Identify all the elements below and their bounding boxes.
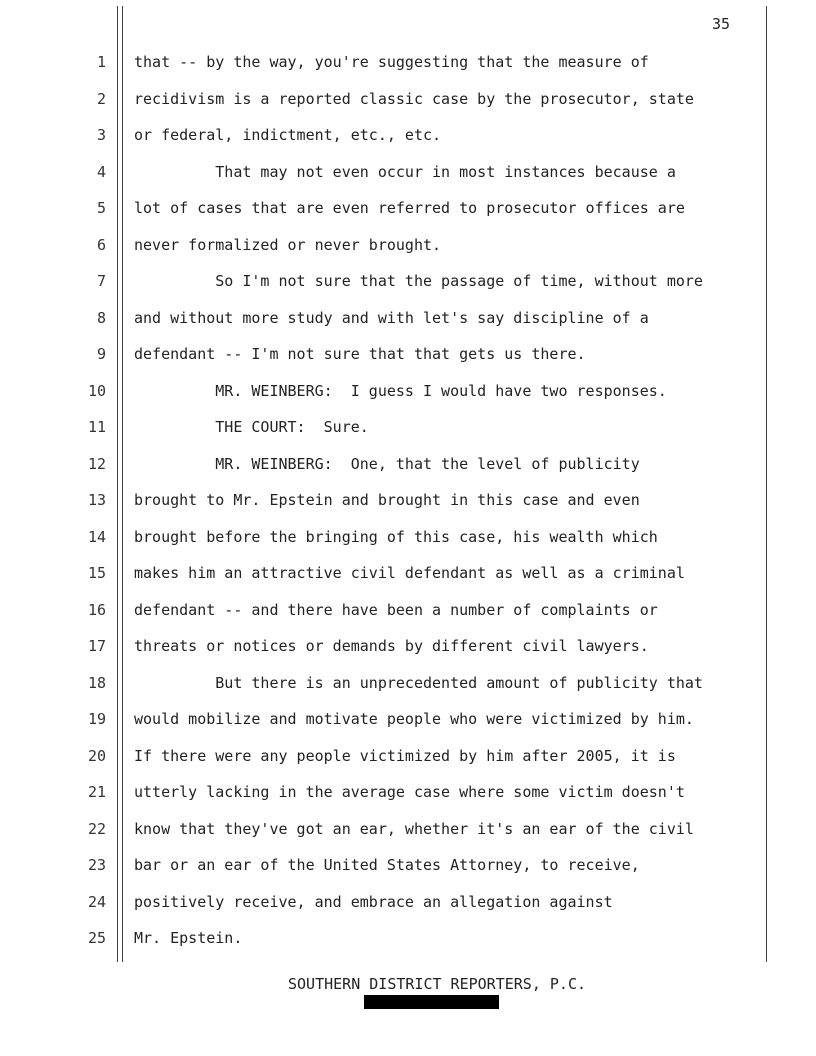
transcript-line — [0, 198, 816, 218]
line-text: bar or an ear of the United States Attorney, to receive, — [134, 856, 640, 874]
transcript-line — [0, 490, 816, 510]
line-text: If there were any people victimized by him after 2005, it is — [134, 747, 676, 765]
transcript-line — [0, 819, 816, 839]
line-number: 1 — [96, 53, 106, 71]
line-text: But there is an unprecedented amount of publicity that — [134, 674, 703, 692]
transcript-line — [0, 89, 816, 109]
line-number: 17 — [87, 637, 106, 655]
line-text: and without more study and with let's say discipline of a — [134, 309, 649, 327]
line-number: 9 — [96, 345, 106, 363]
line-number: 15 — [87, 564, 106, 582]
transcript-line — [0, 636, 816, 656]
line-text: THE COURT: Sure. — [134, 418, 369, 436]
line-number: 6 — [96, 236, 106, 254]
line-number: 24 — [87, 893, 106, 911]
footer-reporter: SOUTHERN DISTRICT REPORTERS, P.C. — [287, 975, 586, 993]
transcript-line — [0, 308, 816, 328]
line-number: 21 — [87, 783, 106, 801]
line-text: would mobilize and motivate people who were victimized by him. — [134, 710, 694, 728]
transcript-line — [0, 527, 816, 547]
line-number: 5 — [96, 199, 106, 217]
line-text: defendant -- I'm not sure that that gets us there. — [134, 345, 586, 363]
transcript-line — [0, 454, 816, 474]
line-number: 25 — [87, 929, 106, 947]
line-text: utterly lacking in the average case where some victim doesn't — [134, 783, 685, 801]
transcript-line — [0, 746, 816, 766]
transcript-line — [0, 417, 816, 437]
line-number: 19 — [87, 710, 106, 728]
line-text: recidivism is a reported classic case by the prosecutor, state — [134, 90, 694, 108]
line-number: 2 — [96, 90, 106, 108]
transcript-line — [0, 381, 816, 401]
line-number: 11 — [87, 418, 106, 436]
transcript-line — [0, 709, 816, 729]
transcript-line — [0, 344, 816, 364]
line-number: 22 — [87, 820, 106, 838]
line-number: 18 — [87, 674, 106, 692]
line-text: brought before the bringing of this case, his wealth which — [134, 528, 658, 546]
line-text: positively receive, and embrace an allegation against — [134, 893, 613, 911]
line-number: 13 — [87, 491, 106, 509]
transcript-line — [0, 271, 816, 291]
transcript-line — [0, 855, 816, 875]
line-number: 23 — [87, 856, 106, 874]
transcript-line — [0, 600, 816, 620]
line-text: So I'm not sure that the passage of time, without more — [134, 272, 703, 290]
line-text: defendant -- and there have been a number of complaints or — [134, 601, 658, 619]
transcript-line — [0, 162, 816, 182]
transcript-line — [0, 563, 816, 583]
line-text: brought to Mr. Epstein and brought in this case and even — [134, 491, 640, 509]
line-text: lot of cases that are even referred to prosecutor offices are — [134, 199, 685, 217]
line-number: 14 — [87, 528, 106, 546]
transcript-line — [0, 125, 816, 145]
line-text: or federal, indictment, etc., etc. — [134, 126, 442, 144]
redaction-bar — [364, 995, 499, 1009]
line-number: 20 — [87, 747, 106, 765]
line-text: know that they've got an ear, whether it's an ear of the civil — [134, 820, 694, 838]
line-number: 4 — [96, 163, 106, 181]
transcript-line — [0, 928, 816, 948]
line-text: never formalized or never brought. — [134, 236, 442, 254]
transcript-line — [0, 673, 816, 693]
line-number: 10 — [87, 382, 106, 400]
line-text: makes him an attractive civil defendant as well as a criminal — [134, 564, 685, 582]
transcript-line — [0, 235, 816, 255]
line-text: that -- by the way, you're suggesting that the measure of — [134, 53, 649, 71]
line-number: 8 — [96, 309, 106, 327]
line-number: 3 — [96, 126, 106, 144]
line-text: threats or notices or demands by different civil lawyers. — [134, 637, 649, 655]
page-number: 35 — [711, 15, 730, 33]
line-text: MR. WEINBERG: I guess I would have two responses. — [134, 382, 667, 400]
line-text: MR. WEINBERG: One, that the level of publicity — [134, 455, 640, 473]
line-number: 12 — [87, 455, 106, 473]
line-text: Mr. Epstein. — [134, 929, 243, 947]
transcript-line — [0, 782, 816, 802]
line-number: 16 — [87, 601, 106, 619]
transcript-line — [0, 892, 816, 912]
line-number: 7 — [96, 272, 106, 290]
line-text: That may not even occur in most instances because a — [134, 163, 676, 181]
transcript-line — [0, 52, 816, 72]
